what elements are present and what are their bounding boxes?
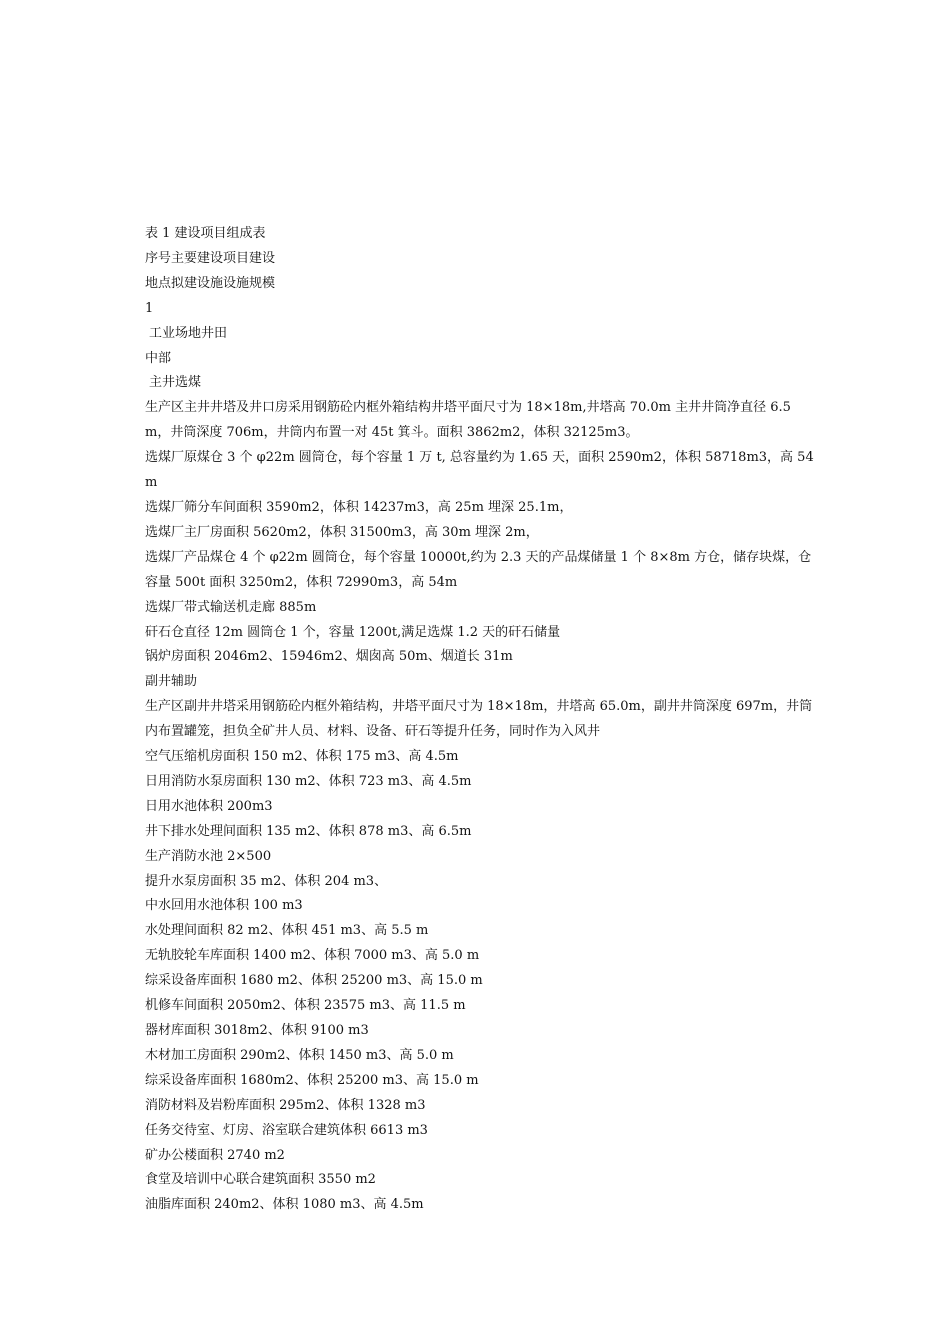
aux-item: 生产消防水池 2×500: [145, 848, 272, 864]
aux-item: 消防材料及岩粉库面积 295m2、体积 1328 m3: [145, 1097, 426, 1113]
main-item: 选煤厂带式输送机走廊 885m: [145, 599, 317, 615]
row-number: 1: [145, 300, 154, 316]
main-item: 锅炉房面积 2046m2、15946m2、烟囱高 50m、烟道长 31m: [145, 649, 513, 665]
main-item: 选煤厂原煤仓 3 个 φ22m 圆筒仓，每个容量 1 万 t, 总容量约为 1.65 天，面积 2590m2，体积 58718m3，高 54m: [145, 450, 814, 491]
aux-item: 油脂库面积 240m2、体积 1080 m3、高 4.5m: [145, 1197, 424, 1213]
aux-item: 机修车间面积 2050m2、体积 23575 m3、高 11.5 m: [145, 998, 466, 1014]
aux-item: 日用水池体积 200m3: [145, 798, 273, 814]
main-item: 选煤厂产品煤仓 4 个 φ22m 圆筒仓，每个容量 10000t,约为 2.3 天的产品煤储量 1 个 8×8m 方仓，储存块煤，仓容量 500t 面积 3250m2，体积 72990m3，高 54m: [145, 549, 812, 590]
aux-item: 日用消防水泵房面积 130 m2、体积 723 m3、高 4.5m: [145, 773, 472, 789]
category-label: 工业场地井田: [149, 325, 228, 341]
document-body: [145, 222, 815, 1218]
aux-item: 综采设备库面积 1680 m2、体积 25200 m3、高 15.0 m: [145, 973, 483, 989]
aux-item: 空气压缩机房面积 150 m2、体积 175 m3、高 4.5m: [145, 749, 459, 765]
location-label: 中部: [145, 350, 172, 366]
aux-item: 无轨胶轮车库面积 1400 m2、体积 7000 m3、高 5.0 m: [145, 948, 480, 964]
aux-item: 器材库面积 3018m2、体积 9100 m3: [145, 1023, 369, 1038]
aux-item: 井下排水处理间面积 135 m2、体积 878 m3、高 6.5m: [145, 823, 472, 839]
sub-category-main: 主井选煤: [149, 375, 202, 391]
main-item: 选煤厂主厂房面积 5620m2，体积 31500m3，高 30m 埋深 2m，: [145, 524, 539, 540]
aux-item: 木材加工房面积 290m2、体积 1450 m3、高 5.0 m: [145, 1047, 454, 1063]
aux-item: 综采设备库面积 1680m2、体积 25200 m3、高 15.0 m: [145, 1072, 479, 1088]
header-row-1: 序号主要建设项目建设: [145, 250, 276, 266]
main-item: 矸石仓直径 12m 圆筒仓 1 个，容量 1200t,满足选煤 1.2 天的矸石储量: [145, 624, 561, 640]
aux-item: 提升水泵房面积 35 m2、体积 204 m3、: [145, 873, 388, 889]
aux-item: 食堂及培训中心联合建筑面积 3550 m2: [145, 1172, 376, 1188]
aux-item: 中水回用水池体积 100 m3: [145, 898, 303, 914]
aux-item: 任务交待室、灯房、浴室联合建筑体积 6613 m3: [145, 1122, 428, 1138]
main-item: 生产区主井井塔及井口房采用钢筋砼内框外箱结构井塔平面尺寸为 18×18m,井塔高 70.0m 主井井筒净直径 6.5m，井筒深度 706m，井筒内布置一对 45t 箕斗。面积 3862m2，体积 32125m3。: [145, 400, 791, 441]
aux-item: 生产区副井井塔采用钢筋砼内框外箱结构，井塔平面尺寸为 18×18m，井塔高 65.0m，副井井筒深度 697m，井筒内布置罐笼，担负全矿井人员、材料、设备、矸石等提升任务，同时作为入风井: [145, 699, 813, 740]
aux-item: 矿办公楼面积 2740 m2: [145, 1147, 285, 1163]
sub-category-aux: 副井辅助: [145, 674, 198, 690]
table-title: 表 1 建设项目组成表: [145, 226, 266, 241]
main-item: 选煤厂筛分车间面积 3590m2，体积 14237m3，高 25m 埋深 25.1m，: [145, 499, 573, 515]
aux-item: 水处理间面积 82 m2、体积 451 m3、高 5.5 m: [145, 923, 429, 939]
header-row-2: 地点拟建设施设施规模: [145, 275, 276, 291]
